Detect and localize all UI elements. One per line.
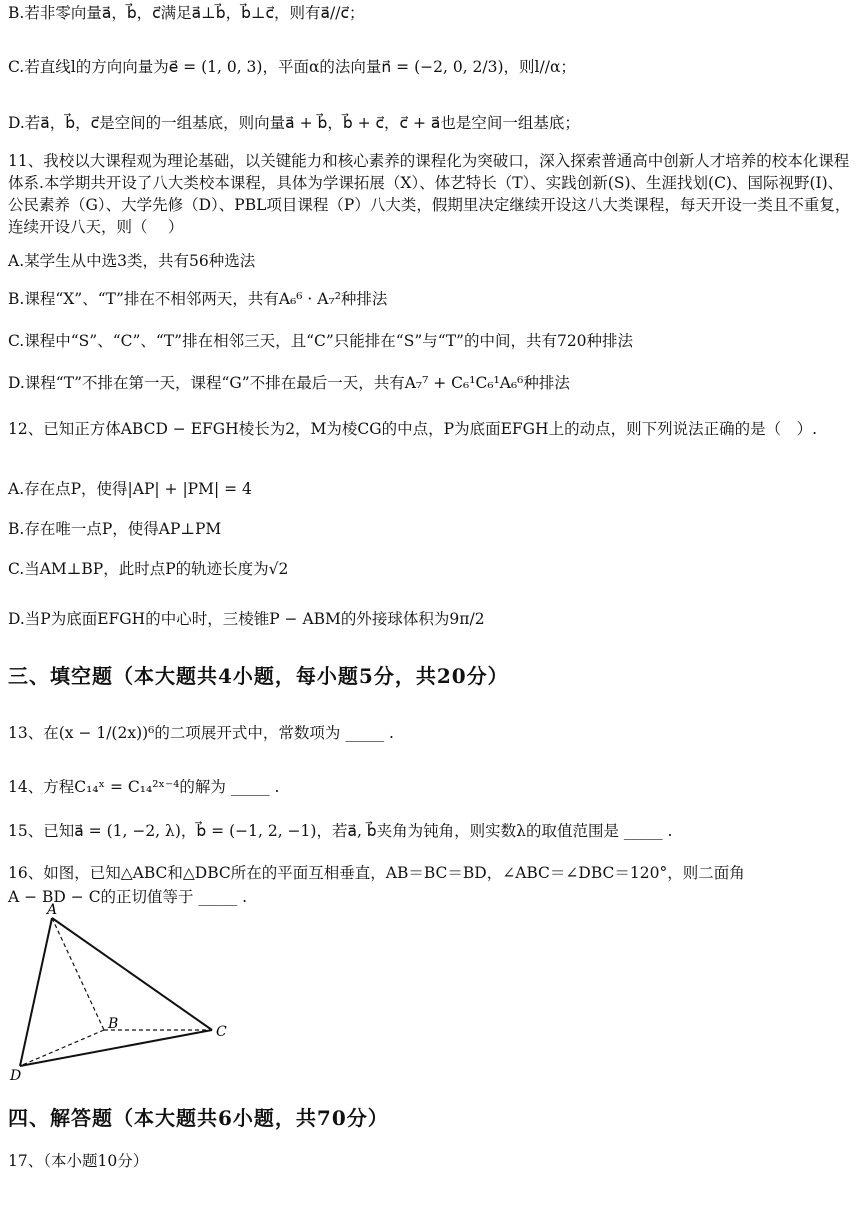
q11-option-a: A.某学生从中选3类，共有56种选法 bbox=[8, 252, 256, 270]
q12-stem: 12、已知正方体ABCD − EFGH棱长为2，M为棱CG的中点，P为底面EFGH上的动点，则下列说法正确的是（ ）. bbox=[8, 420, 817, 438]
label-D: D bbox=[10, 1068, 22, 1084]
edge-DC bbox=[20, 1030, 212, 1066]
q10-option-c: C.若直线l的方向向量为e⃗ = (1, 0, 3)，平面α的法向量n⃗ = (−2, 0, 2/3)，则l//α； bbox=[8, 58, 576, 76]
section-4-heading: 四、解答题（本大题共6小题，共70分） bbox=[8, 1106, 389, 1130]
q11-option-d: D.课程“T”不排在第一天，课程“G”不排在最后一天，共有A₇⁷ + C₆¹C₆¹A₆⁶种排法 bbox=[8, 374, 570, 392]
edge-AC bbox=[52, 918, 212, 1030]
edge-AD bbox=[20, 918, 52, 1066]
q12-option-a: A.存在点P，使得|AP| + |PM| = 4 bbox=[8, 480, 252, 498]
label-B: B bbox=[108, 1016, 119, 1032]
q12-option-b: B.存在唯一点P，使得AP⊥PM bbox=[8, 520, 222, 538]
q10-option-b: B.若非零向量a⃗，b⃗，c⃗满足a⃗⊥b⃗，b⃗⊥c⃗，则有a⃗//c⃗； bbox=[8, 4, 365, 22]
q17: 17、（本小题10分） bbox=[8, 1152, 149, 1170]
q10-option-d: D.若a⃗，b⃗，c⃗是空间的一组基底，则向量a⃗ + b⃗，b⃗ + c⃗，c⃗ + a⃗也是空间一组基底； bbox=[8, 114, 580, 132]
q12-option-c: C.当AM⊥BP，此时点P的轨迹长度为√2 bbox=[8, 560, 289, 578]
label-C: C bbox=[216, 1024, 227, 1040]
q11-option-b: B.课程“X”、“T”排在不相邻两天，共有A₆⁶ · A₇²种排法 bbox=[8, 290, 388, 308]
q14: 14、方程C₁₄ˣ = C₁₄²ˣ⁻⁴的解为 _____ . bbox=[8, 778, 280, 796]
q12-option-d: D.当P为底面EFGH的中心时，三棱锥P − ABM的外接球体积为9π/2 bbox=[8, 610, 485, 628]
q11-stem: 11、我校以大课程观为理论基础，以关键能力和核心素养的课程化为突破口，深入探索普通高中创新人才培养的校本化课程体系.本学期共开设了八大类校本课程，具体为学课拓展（X）、体艺特长（T）、实践创新(S)、生涯找划(C)、国际视野(I)、公民素养（G）、大学先修（D）、PBL项目课程（P）八大类，假期里决定继续开设这八大类课程，每天开设一类且不重复，连续开设八天，则（ ） bbox=[8, 152, 851, 236]
q15: 15、已知a⃗ = (1, −2, λ)，b⃗ = (−1, 2, −1)，若a⃗, b⃗夹角为钝角，则实数λ的取值范围是 _____ . bbox=[8, 822, 673, 840]
label-A: A bbox=[47, 902, 58, 918]
edge-AB bbox=[52, 918, 104, 1030]
q13: 13、在(x − 1/(2x))⁶的二项展开式中，常数项为 _____ . bbox=[8, 724, 394, 742]
q11-option-c: C.课程中“S”、“C”、“T”排在相邻三天，且“C”只能排在“S”与“T”的中间，共有720种排法 bbox=[8, 332, 634, 350]
q16-line-1: 16、如图，已知△ABC和△DBC所在的平面互相垂直，AB＝BC＝BD，∠ABC＝∠DBC＝120°，则二面角 bbox=[8, 864, 745, 882]
section-3-heading: 三、填空题（本大题共4小题，每小题5分，共20分） bbox=[8, 664, 509, 688]
q16-line-2: A − BD − C的正切值等于 _____ . bbox=[8, 888, 248, 906]
q16-figure bbox=[0, 900, 240, 1085]
edge-BD bbox=[20, 1030, 104, 1066]
